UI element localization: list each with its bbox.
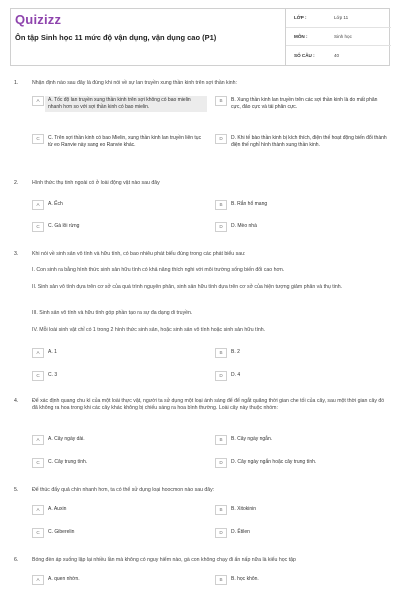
- option-letter-box: C: [32, 528, 44, 538]
- option-text: A. 1: [48, 349, 57, 355]
- question-number: 4.: [14, 398, 19, 404]
- option-b[interactable]: [215, 505, 390, 515]
- meta-key: LỚP :: [294, 15, 307, 21]
- option-letter-box: D: [215, 134, 227, 144]
- option-a[interactable]: [32, 348, 207, 358]
- option-letter-box: A: [32, 575, 44, 585]
- option-letter-box: B: [215, 575, 227, 585]
- option-text: A. Tốc độ lan truyền xung thần kinh trên sợi không có bao mielin nhanh hơn so với sợi thần kinh có bao mielin.: [45, 96, 207, 112]
- option-c[interactable]: [32, 371, 207, 381]
- option-d[interactable]: [215, 134, 390, 150]
- option-letter-box: A: [32, 96, 44, 106]
- option-text: B. Xitokinin: [231, 506, 257, 512]
- meta-value: Sinh học: [334, 33, 352, 39]
- meta-value: 40: [334, 52, 340, 58]
- option-letter-box: C: [32, 371, 44, 381]
- option-b[interactable]: [215, 96, 390, 112]
- statement-2: II. Sinh sản vô tính dựa trên cơ sở của quá trình nguyên phân, sinh sản hữu tính dựa trên cơ sở của hiện tượng giảm phân và thụ tinh.: [32, 284, 343, 290]
- page-title: Ôn tập Sinh học 11 mức độ vận dụng, vận dụng cao (P1): [15, 33, 217, 42]
- option-a[interactable]: [32, 575, 207, 585]
- question-text: Hình thức thụ tinh ngoài có ở loài động vật nào sau đây: [32, 180, 160, 186]
- option-letter-box: A: [32, 200, 44, 210]
- option-letter-box: C: [32, 458, 44, 468]
- question-text: Để xác định quang chu kì của một loài thực vật, người ta sử dụng một loại ánh sáng để để ngắt quãng thời gian che tối của cây, sau một thời gian cây đó đã không ra hoa trong khi các cây khác không bị chiếu sáng ra hoa bình thường. Loài cây này thuộc nhóm:: [32, 398, 385, 412]
- option-letter-box: D: [215, 222, 227, 232]
- option-text: B. 2: [231, 349, 240, 355]
- option-letter-box: D: [215, 458, 227, 468]
- question-number: 2.: [14, 180, 19, 186]
- option-text: C. Gà lôi rừng: [48, 223, 80, 229]
- option-text: C. Trên sợi thần kinh có bao Mielin, xung thần kinh lan truyền liên tục từ eo Ranvie này sang eo Ranvie khác.: [48, 135, 202, 148]
- question-text: Khi nói về sinh sản vô tính và hữu tính, có bao nhiêu phát biểu đúng trong các phát biểu sau:: [32, 251, 246, 257]
- option-text: B. học khôn.: [231, 576, 259, 582]
- option-letter-box: B: [215, 200, 227, 210]
- question-text: Để thúc đẩy quả chín nhanh hơn, ta có thể sử dụng loại hoocmon nào sau đây:: [32, 487, 215, 493]
- option-d[interactable]: [215, 528, 390, 538]
- option-text: B. Xung thần kinh lan truyền trên các sợi thần kinh là do mất phân cực, đảo cực và tái phân cực.: [231, 97, 378, 110]
- option-text: B. Rắn hổ mang: [231, 201, 268, 207]
- meta-row-count: [286, 46, 391, 65]
- option-text: C. Cây trung tính.: [48, 459, 88, 465]
- option-letter-box: B: [215, 96, 227, 106]
- option-d[interactable]: [215, 371, 390, 381]
- option-text: D. Mèo nhà: [231, 223, 257, 229]
- statement-1: I. Con sinh ra bằng hình thức sinh sản hữu tính có khả năng thích nghi với môi trường sống biến đổi cao hơn.: [32, 267, 285, 273]
- question-number: 5.: [14, 487, 19, 493]
- option-letter-box: C: [32, 134, 44, 144]
- quizizz-logo: Quizizz: [15, 12, 62, 27]
- question-number: 6.: [14, 557, 19, 563]
- meta-row-class: [286, 9, 391, 28]
- option-a[interactable]: [32, 96, 207, 112]
- option-d[interactable]: [215, 222, 390, 232]
- option-text: D. Khi tế bào thần kinh bị kích thích, điện thế hoạt động biến đổi thành điện thế nghỉ hình thành xung thần kinh.: [231, 135, 387, 148]
- question-text: Bóng đèn áp xuống lập lại nhiều lần mà không có nguy hiểm nào, gà con không chạy đi ẩn nấp nữa là kiểu học tập: [32, 557, 296, 563]
- option-text: B. Cây ngày ngắn.: [231, 436, 273, 442]
- option-text: D. Cây ngày ngắn hoặc cây trung tính.: [231, 459, 317, 465]
- option-letter-box: D: [215, 528, 227, 538]
- option-text: C. 3: [48, 372, 58, 378]
- option-letter-box: C: [32, 222, 44, 232]
- option-text: D. 4: [231, 372, 241, 378]
- option-letter-box: A: [32, 435, 44, 445]
- option-c[interactable]: [32, 458, 207, 468]
- worksheet-header: [10, 8, 390, 66]
- option-c[interactable]: [32, 528, 207, 538]
- option-b[interactable]: [215, 348, 390, 358]
- meta-key: MÔN :: [294, 33, 308, 39]
- meta-row-subject: [286, 28, 391, 47]
- option-b[interactable]: [215, 200, 390, 210]
- meta-key: SỐ CÂU :: [294, 52, 315, 58]
- option-letter-box: D: [215, 371, 227, 381]
- statement-4: IV. Mỗi loài sinh vật chỉ có 1 trong 2 hình thức sinh sản, hoặc sinh sản vô tính hoặc sinh sản hữu tính.: [32, 327, 266, 333]
- option-letter-box: B: [215, 505, 227, 515]
- option-letter-box: A: [32, 348, 44, 358]
- option-b[interactable]: [215, 435, 390, 445]
- option-b[interactable]: [215, 575, 390, 585]
- question-number: 3.: [14, 251, 19, 257]
- option-text: D. Êtilen: [231, 529, 250, 535]
- option-text: C. Giberelin: [48, 529, 75, 535]
- statement-3: III. Sinh sản vô tính và hữu tính góp phần tạo ra sự đa dạng di truyền.: [32, 310, 193, 316]
- option-text: A. Auxin: [48, 506, 67, 512]
- option-text: A. Cây ngày dài.: [48, 436, 85, 442]
- question-number: 1.: [14, 80, 19, 86]
- meta-table: [285, 9, 391, 65]
- option-d[interactable]: [215, 458, 390, 468]
- option-c[interactable]: [32, 134, 207, 150]
- option-text: A. quen nhờn.: [48, 576, 80, 582]
- option-letter-box: B: [215, 435, 227, 445]
- option-text: A. Ếch: [48, 201, 63, 207]
- option-a[interactable]: [32, 435, 207, 445]
- option-a[interactable]: [32, 200, 207, 210]
- option-letter-box: B: [215, 348, 227, 358]
- meta-value: Lớp 11: [334, 15, 349, 21]
- option-c[interactable]: [32, 222, 207, 232]
- option-a[interactable]: [32, 505, 207, 515]
- option-letter-box: A: [32, 505, 44, 515]
- question-text: Nhận định nào sau đây là đúng khi nói về sự lan truyền xung thần kinh trên sợi thần kinh:: [32, 80, 237, 86]
